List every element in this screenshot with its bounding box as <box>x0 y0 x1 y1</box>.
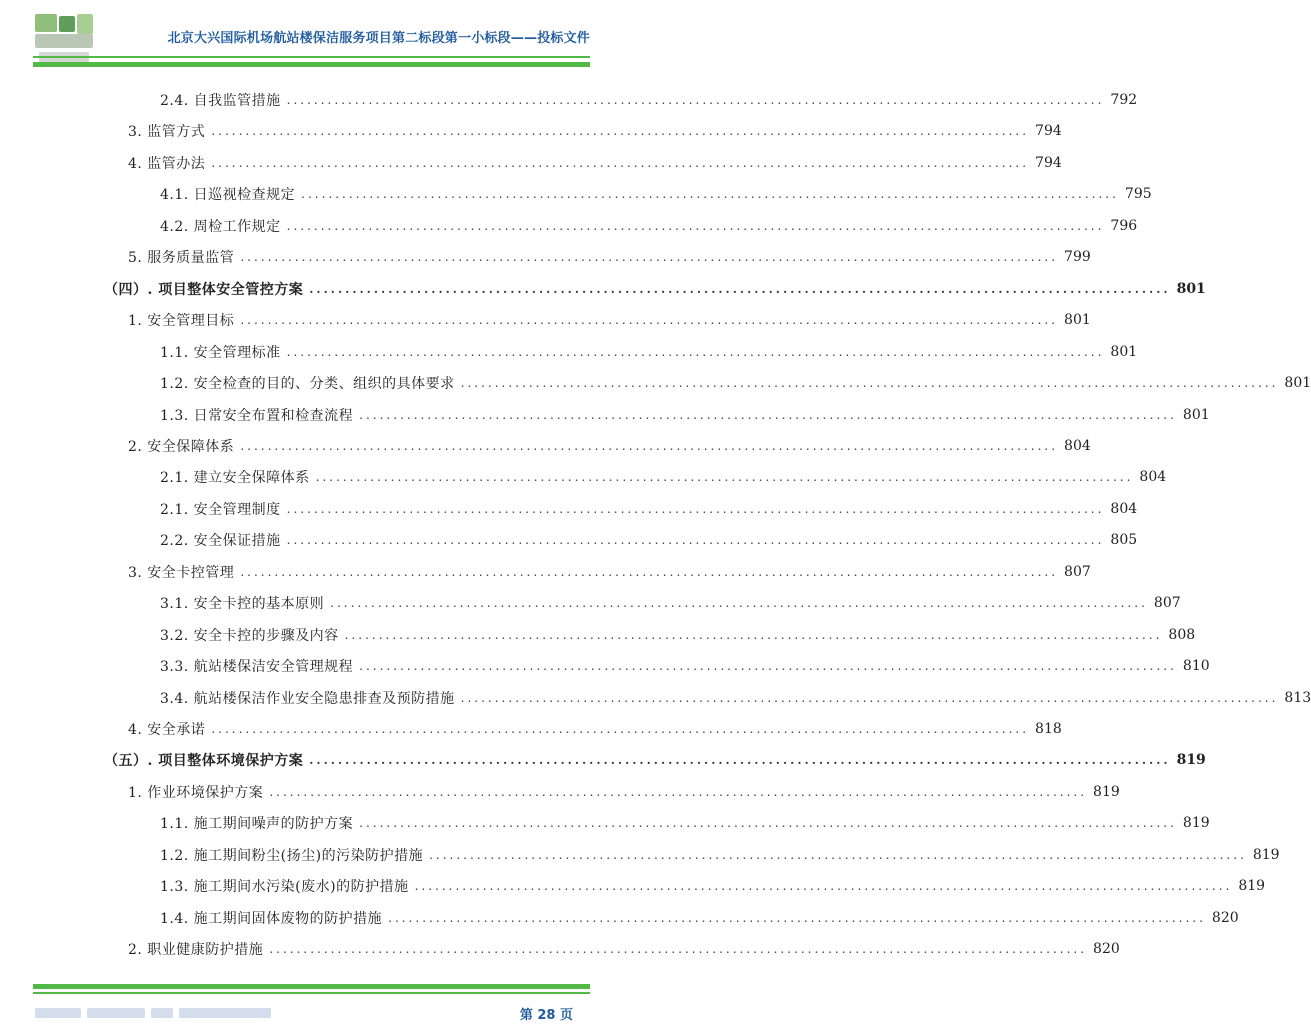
toc-dot-leader: ........................................................................................................................ <box>240 564 1059 579</box>
toc-dot-leader: ........................................................................................................................ <box>240 438 1059 453</box>
toc-entry-page: 805 <box>1110 532 1138 549</box>
toc-entry[interactable] <box>160 342 1138 362</box>
toc-entry-page: 819 <box>1252 846 1280 863</box>
toc-entry-page: 819 <box>1093 783 1120 800</box>
toc-dot-leader: ........................................................................................................................ <box>359 816 1177 831</box>
toc-entry-title: 3.2. 安全卡控的步骤及内容 <box>160 627 339 644</box>
toc-entry-title: 4.2. 周检工作规定 <box>160 218 281 235</box>
toc-dot-leader: ........................................................................................................................ <box>388 910 1206 925</box>
toc-entry-page: 799 <box>1064 249 1091 266</box>
toc-entry-page: 801 <box>1284 375 1311 392</box>
toc-entry-page: 820 <box>1211 909 1239 926</box>
toc-entry[interactable] <box>128 247 1091 267</box>
toc-entry-page: 804 <box>1139 469 1167 486</box>
toc-entry-page: 819 <box>1176 752 1206 769</box>
toc-entry-title: 1.2. 施工期间粉尘(扬尘)的污染防护措施 <box>160 847 424 864</box>
toc-entry-title: 3. 监管方式 <box>128 124 206 141</box>
toc-entry[interactable] <box>160 908 1239 928</box>
toc-entry[interactable] <box>160 876 1266 896</box>
toc-entry-page: 819 <box>1182 815 1210 832</box>
toc-entry[interactable] <box>160 593 1181 613</box>
toc-entry-title: 1.2. 安全检查的目的、分类、组织的具体要求 <box>160 376 455 393</box>
toc-entry-page: 813 <box>1284 689 1311 706</box>
toc-entry-page: 818 <box>1035 721 1062 737</box>
toc-dot-leader: ........................................................................................................................ <box>286 218 1105 233</box>
toc-entry-page: 804 <box>1110 500 1138 517</box>
toc-entry-page: 819 <box>1238 878 1266 895</box>
footer-rule-thin <box>33 992 590 994</box>
toc-entry-title: 5. 服务质量监管 <box>128 250 235 267</box>
toc-dot-leader: ........................................................................................................................ <box>286 93 1105 107</box>
toc-entry-title: 2. 职业健康防护措施 <box>128 942 264 959</box>
toc-entry-title: 4. 监管办法 <box>128 155 206 172</box>
toc-entry-page: 801 <box>1182 406 1210 423</box>
toc-dot-leader: ........................................................................................................................ <box>315 470 1134 485</box>
toc-entry-title: （四）. 项目整体安全管控方案 <box>104 281 304 298</box>
toc-entry-title: 3.4. 航站楼保洁作业安全隐患排查及预防措施 <box>160 690 455 707</box>
toc-entry[interactable] <box>160 845 1280 865</box>
toc-entry[interactable] <box>160 656 1210 676</box>
toc-entry-title: 2.4. 自我监管措施 <box>160 93 281 109</box>
toc-entry-page: 792 <box>1110 92 1138 108</box>
toc-entry-page: 796 <box>1110 217 1138 234</box>
company-logo <box>33 14 95 66</box>
toc-entry-title: 2. 安全保障体系 <box>128 438 235 455</box>
toc-entry-page: 807 <box>1153 595 1181 612</box>
toc-dot-leader: ........................................................................................................................ <box>211 155 1030 170</box>
toc-dot-leader: ........................................................................................................................ <box>240 250 1059 265</box>
toc-dot-leader: ........................................................................................................................ <box>330 596 1148 611</box>
toc-entry-page: 820 <box>1093 941 1120 958</box>
toc-dot-leader: ........................................................................................................................ <box>429 847 1247 862</box>
toc-entry[interactable] <box>128 436 1091 456</box>
toc-entry-title: 2.1. 建立安全保障体系 <box>160 470 310 487</box>
toc-entry-title: 1.1. 施工期间噪声的防护方案 <box>160 816 354 833</box>
toc-entry[interactable] <box>128 153 1062 173</box>
toc-entry[interactable] <box>160 467 1167 487</box>
toc-entry[interactable] <box>160 688 1311 708</box>
toc-entry[interactable] <box>128 310 1091 330</box>
toc-entry[interactable] <box>160 499 1138 519</box>
toc-dot-leader: ........................................................................................................................ <box>460 690 1279 705</box>
toc-entry[interactable] <box>160 90 1138 110</box>
toc-entry[interactable] <box>160 184 1152 204</box>
toc-entry[interactable] <box>104 750 1206 770</box>
toc-dot-leader: ........................................................................................................................ <box>359 659 1177 674</box>
toc-entry-title: 1. 作业环境保护方案 <box>128 784 264 801</box>
toc-dot-leader: ........................................................................................................................ <box>211 124 1030 139</box>
toc-dot-leader: ........................................................................................................................ <box>286 344 1105 359</box>
toc-entry-page: 807 <box>1064 563 1091 580</box>
toc-dot-leader: ........................................................................................................................ <box>460 376 1279 391</box>
toc-dot-leader: ........................................................................................................................ <box>286 533 1105 548</box>
toc-entry-page: 801 <box>1110 343 1138 360</box>
toc-entry[interactable] <box>128 939 1120 959</box>
toc-entry[interactable] <box>160 373 1311 393</box>
toc-entry-page: 808 <box>1168 626 1196 643</box>
header-rule-thin <box>33 56 590 58</box>
toc-dot-leader: ........................................................................................................................ <box>211 722 1030 736</box>
toc-entry-title: 3.3. 航站楼保洁安全管理规程 <box>160 659 354 676</box>
toc-dot-leader: ........................................................................................................................ <box>269 784 1088 799</box>
toc-entry-title: 1. 安全管理目标 <box>128 313 235 330</box>
toc-dot-leader: ........................................................................................................................ <box>286 501 1105 516</box>
toc-entry[interactable] <box>160 530 1138 550</box>
toc-entry-title: 1.4. 施工期间固体废物的防护措施 <box>160 910 383 927</box>
document-header-title: 北京大兴国际机场航站楼保洁服务项目第二标段第一小标段——投标文件 <box>167 31 590 46</box>
toc-dot-leader: ........................................................................................................................ <box>344 627 1163 642</box>
toc-dot-leader: ........................................................................................................................ <box>240 313 1059 328</box>
toc-entry-page: 804 <box>1064 437 1091 454</box>
toc-entry[interactable] <box>160 405 1210 425</box>
toc-entry[interactable] <box>160 813 1210 833</box>
toc-dot-leader: ........................................................................................................................ <box>414 879 1233 894</box>
toc-entry-title: 3. 安全卡控管理 <box>128 564 235 581</box>
footer-rule-thick <box>33 984 590 989</box>
toc-entry[interactable] <box>128 121 1062 141</box>
toc-entry-page: 810 <box>1182 658 1210 675</box>
toc-entry[interactable] <box>128 719 1062 739</box>
toc-entry-title: 2.2. 安全保证措施 <box>160 533 281 550</box>
toc-dot-leader: ........................................................................................................................ <box>359 407 1177 422</box>
toc-dot-leader: ........................................................................................................................ <box>309 753 1171 768</box>
toc-entry-page: 801 <box>1064 312 1091 329</box>
toc-entry-title: （五）. 项目整体环境保护方案 <box>104 753 304 770</box>
toc-dot-leader: ........................................................................................................................ <box>269 942 1088 957</box>
toc-dot-leader: ........................................................................................................................ <box>301 187 1119 202</box>
toc-entry-title: 1.3. 施工期间水污染(废水)的防护措施 <box>160 879 409 896</box>
page-number: 第 28 页 <box>519 1008 573 1023</box>
toc-dot-leader: ........................................................................................................................ <box>309 281 1171 296</box>
footer-company-info-blurred <box>35 1008 275 1018</box>
header-rule-thick <box>33 62 590 67</box>
toc-entry-title: 2.1. 安全管理制度 <box>160 501 281 518</box>
toc-entry-title: 1.1. 安全管理标准 <box>160 344 281 361</box>
toc-entry-page: 794 <box>1035 154 1062 171</box>
toc-entry-page: 795 <box>1124 186 1152 203</box>
toc-entry-title: 4.1. 日巡视检查规定 <box>160 187 296 204</box>
toc-entry[interactable] <box>128 562 1091 582</box>
toc-entry-page: 801 <box>1176 280 1206 297</box>
toc-entry-title: 1.3. 日常安全布置和检查流程 <box>160 407 354 424</box>
toc-entry[interactable] <box>128 782 1120 802</box>
toc-entry[interactable] <box>104 279 1206 299</box>
toc-entry[interactable] <box>160 216 1138 236</box>
toc-entry[interactable] <box>160 625 1196 645</box>
toc-entry-page: 794 <box>1035 123 1062 140</box>
toc-entry-title: 3.1. 安全卡控的基本原则 <box>160 596 325 613</box>
toc-entry-title: 4. 安全承诺 <box>128 722 206 738</box>
